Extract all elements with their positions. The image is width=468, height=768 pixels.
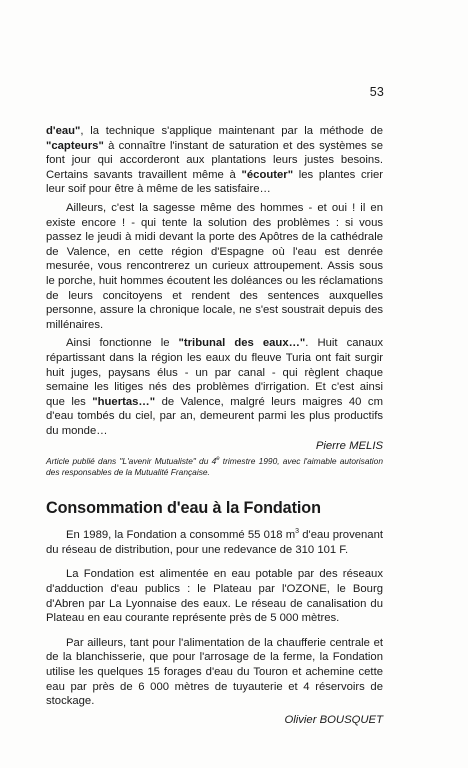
paragraph-text: Ainsi fonctionne le [66,337,179,350]
credit-superscript: e [216,456,220,463]
section-paragraph-3: Par ailleurs, tant pour l'alimentation de la chaufferie centrale et de la blanchisserie, que pour l'arrosage de la ferme, la Fondation utilise les quelques 15 forages d'eau du Touron et achemine cette eau par près de 6 000 mètres de tuyauterie et 4 réservoirs de stockage. [46,636,383,708]
bold-term: "huertas…" [92,395,156,408]
section-paragraph-2: La Fondation est alimentée en eau potable par des réseaux d'adduction d'eau publics : le Plateau par l'OZONE, le Bourg d'Abren par La Lyonnaise des eaux. Le réseau de canalisation du Plateau en eau courante représente près de 5 000 mètres. [46,568,383,625]
paragraph-text: à connaître l'instant de saturation et des systèmes se font jour qui accorderont aux plantations leurs justes besoins. Certains savants travaillent même à [46,139,383,181]
paragraph-text: d'eau provenant du réseau de distribution, pour une redevance de 310 101 F. [46,529,384,556]
unit-superscript: 3 [295,528,300,536]
article-paragraph-2: Ailleurs, c'est la sagesse même des hommes - et oui ! il en existe encore ! - qui tente la solution des problèmes : si vous passez le jeudi à midi devant la porte des Apôtres de la cathédrale de Valence, en cette région d'Espagne où l'eau est denrée mesurée, vous rencontrerez un curieux attroupement. Assis sous le porche, huit hommes écoutent les doléances ou les réclamations de leurs concitoyens et rendent des sentences auxquelles personne, assure la chronique locale, ne s'est soustrait depuis des millénaires. [46,201,383,331]
bold-term: "écouter" [241,168,294,181]
bold-term: "tribunal des eaux…" [178,337,306,350]
article-paragraph-3 [46,336,383,438]
page-number: 53 [369,85,384,99]
credit-text: Article publié dans "L'avenir Mutualiste" du 4 [46,456,217,467]
paragraph-text: , la technique s'applique maintenant par la méthode de [80,125,383,137]
article-signature: Pierre MELIS [315,440,383,453]
article-paragraph-1 [46,124,383,197]
paragraph-text: En 1989, la Fondation a consommé 55 018 m [66,529,296,542]
credit-text: trimestre 1990, avec l'aimable autorisation des responsables de la Mutualité Française. [46,456,383,477]
article-credit [46,456,383,477]
section-signature: Olivier BOUSQUET [284,713,383,726]
paragraph-text: de Valence, malgré leurs maigres 40 cm d'eau tombés du ciel, par an, demeurent parmi les plus productifs du monde… [46,395,383,437]
text-column [46,124,383,727]
paragraph-text: . Huit canaux répartissant dans la région les eaux du fleuve Turia ont fait surgir huit juges, paysans élus - un par canal - qui règlent chaque semaine les litiges nés des problèmes d'irrigation. Et c'est ainsi que les [46,337,384,408]
section-paragraph-1 [46,528,383,557]
bold-term: d'eau" [46,125,81,137]
section-title: Consommation d'eau à la Fondation [46,499,321,518]
paragraph-text: les plantes crier leur soif pour être à même de les satisfaire… [46,168,383,196]
bold-term: "capteurs" [46,139,104,152]
